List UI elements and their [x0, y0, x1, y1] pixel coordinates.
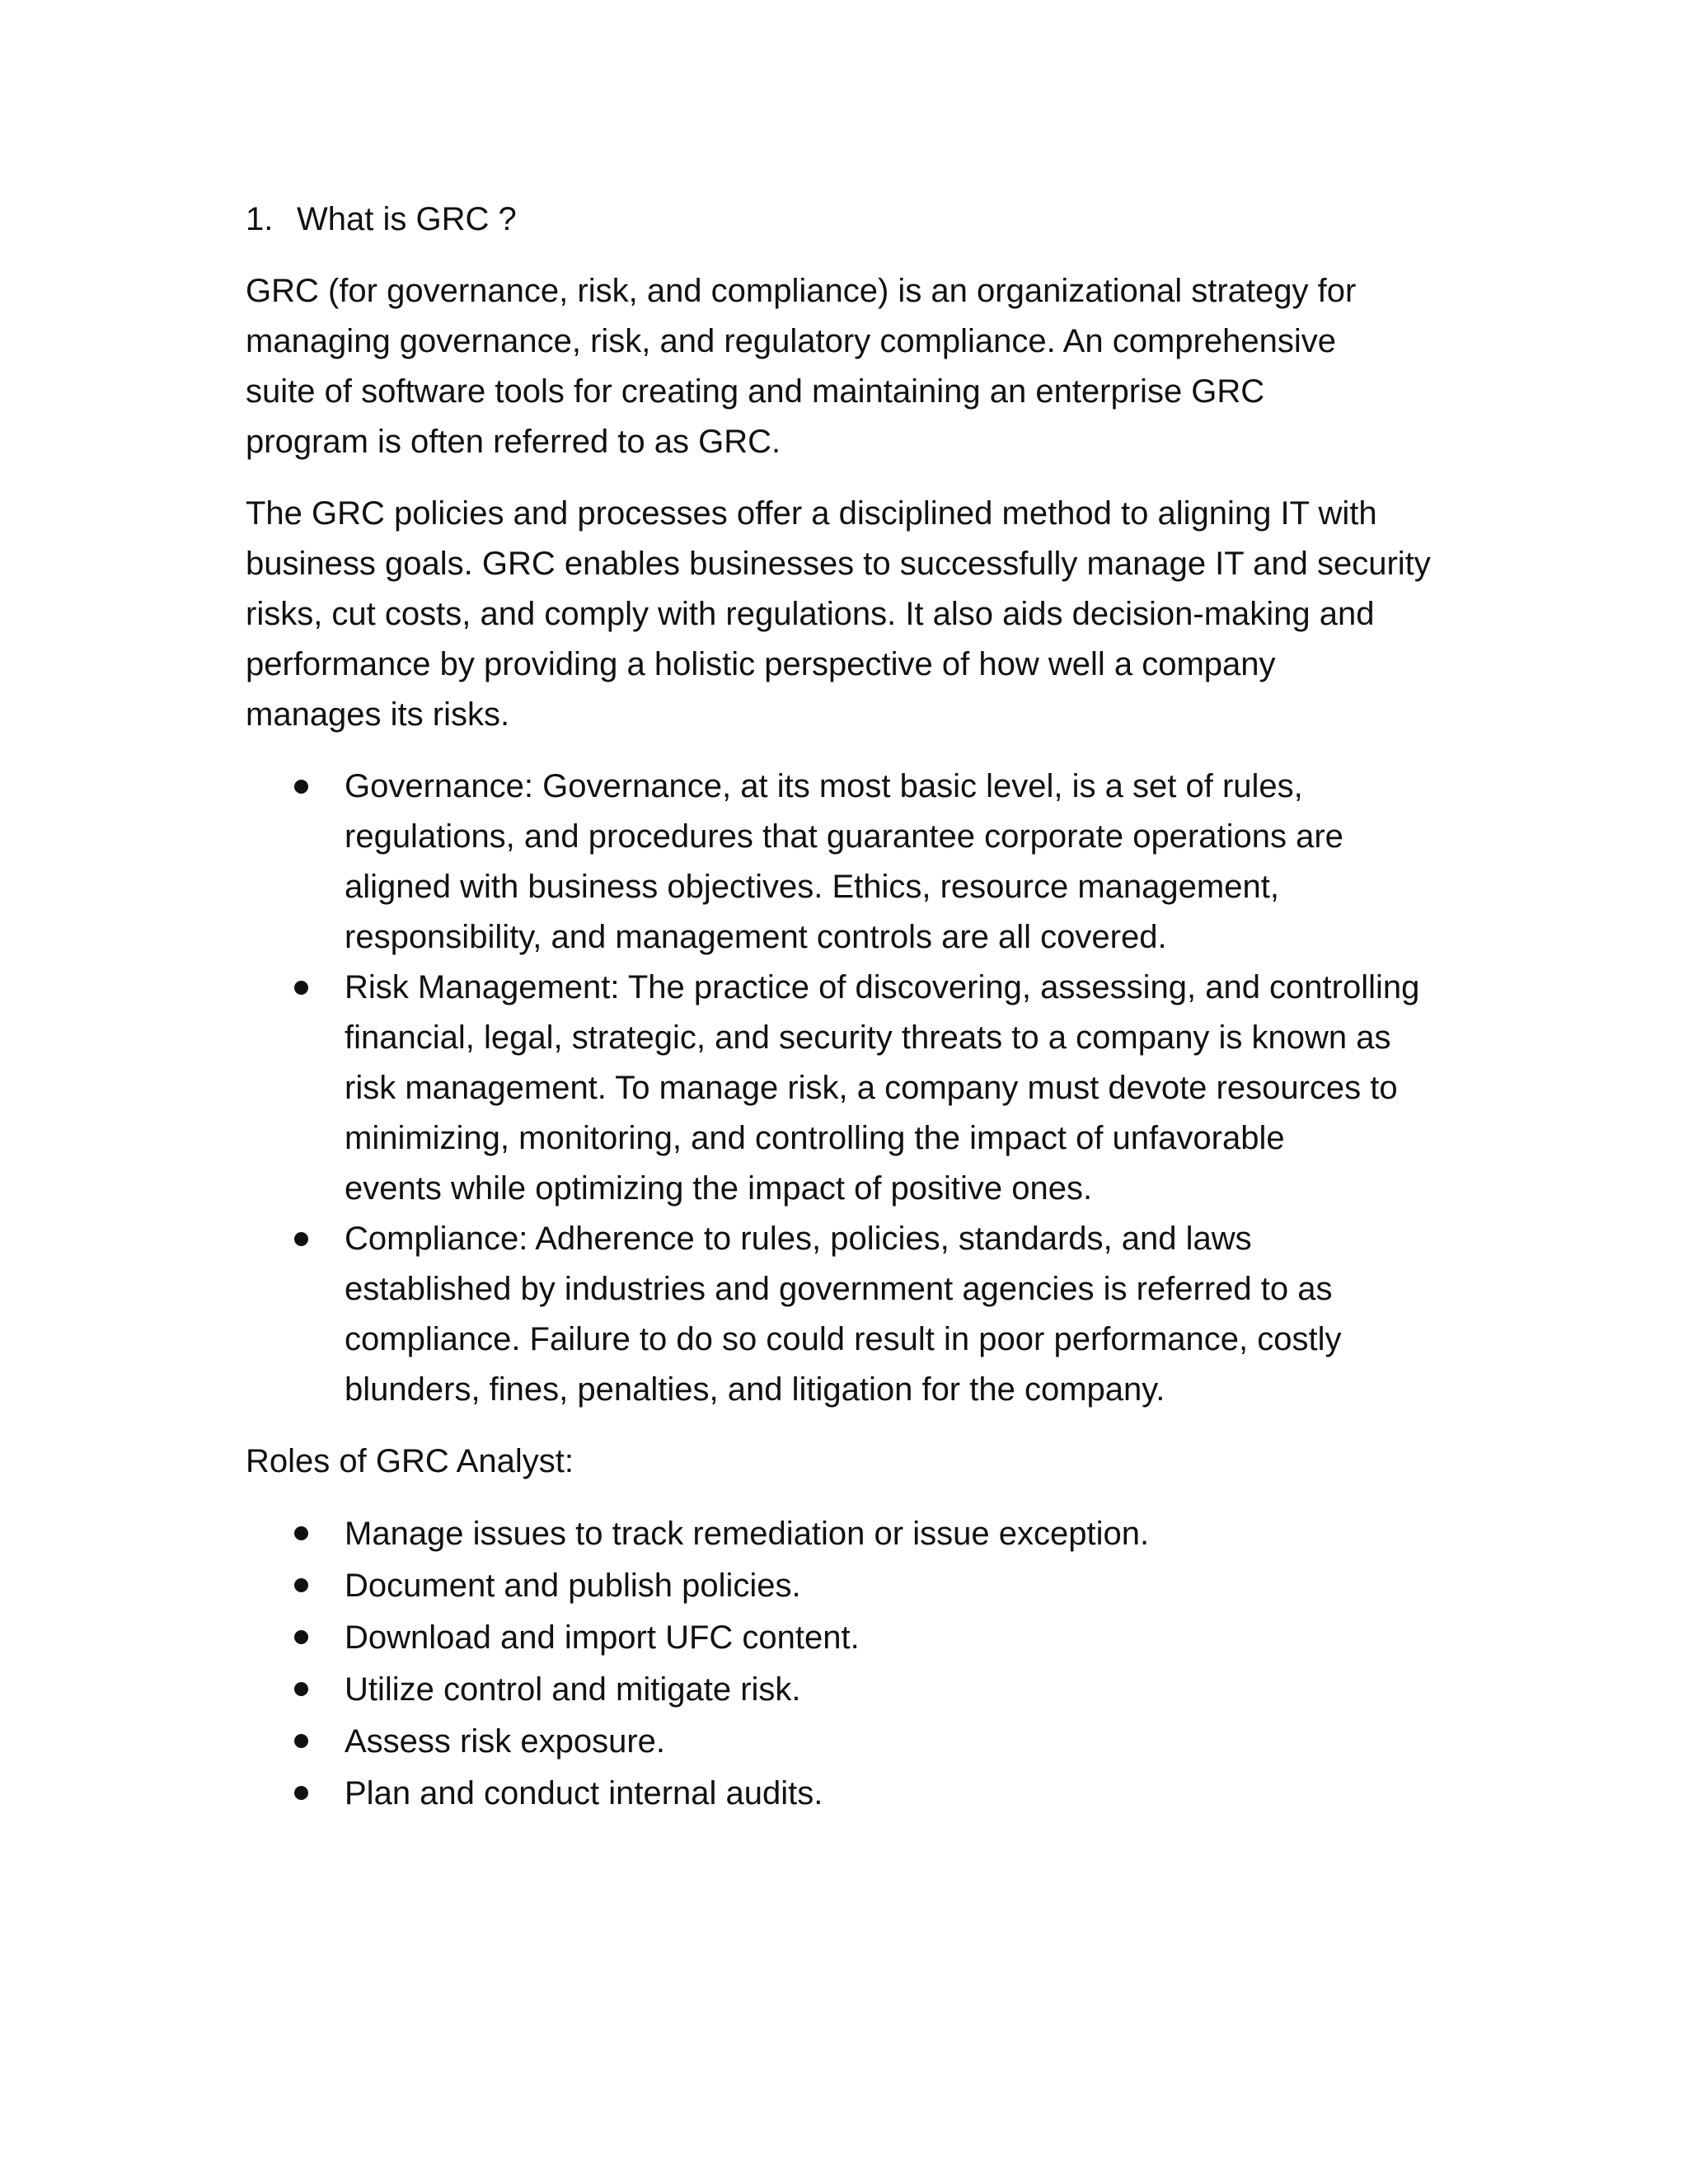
bullet-icon [246, 762, 345, 963]
list-item-text: Utilize control and mitigate risk. [345, 1671, 801, 1708]
bullet-icon [246, 1664, 345, 1716]
bullet-icon [246, 1508, 345, 1560]
bullet-icon [246, 1768, 345, 1820]
list-item [246, 1560, 1482, 1612]
list-item-text [345, 963, 1419, 1214]
list-item [246, 1612, 1482, 1664]
second-line: performance by providing a holistic perspective of how well a company [246, 646, 1276, 682]
text-line: Compliance: Adherence to rules, policies, standards, and laws [345, 1221, 1252, 1257]
list-item-text: Manage issues to track remediation or issue exception. [345, 1516, 1150, 1552]
bullet-icon [246, 1716, 345, 1768]
bullet-icon [246, 1214, 345, 1415]
list-item-governance [246, 762, 1482, 963]
roles-heading: Roles of GRC Analyst: [246, 1443, 574, 1479]
roles-list [246, 1508, 1482, 1820]
bullet-icon [246, 1560, 345, 1612]
grc-pillars-list [246, 762, 1482, 1415]
heading-number: 1. [246, 201, 274, 237]
text-line: blunders, fines, penalties, and litigation for the company. [345, 1371, 1165, 1408]
intro-line: GRC (for governance, risk, and compliance) is an organizational strategy for [246, 273, 1357, 309]
text-line: aligned with business objectives. Ethics, resource management, [345, 869, 1279, 905]
list-item-text: Download and import UFC content. [345, 1619, 860, 1656]
list-item-text: Assess risk exposure. [345, 1723, 666, 1760]
text-line: Risk Management: The practice of discovering, assessing, and controlling [345, 969, 1420, 1005]
list-item [246, 1768, 1482, 1820]
list-item-risk-management [246, 963, 1482, 1214]
second-line: risks, cut costs, and comply with regulations. It also aids decision-making and [246, 596, 1375, 632]
document-page [246, 194, 1482, 1841]
text-line: compliance. Failure to do so could result in poor performance, costly [345, 1321, 1342, 1357]
second-line: The GRC policies and processes offer a disciplined method to aligning IT with [246, 495, 1377, 532]
text-line: risk management. To manage risk, a company must devote resources to [345, 1070, 1398, 1106]
text-line: minimizing, monitoring, and controlling the impact of unfavorable [345, 1120, 1285, 1156]
list-item-text [345, 1214, 1341, 1415]
heading-text: What is GRC ? [297, 201, 517, 237]
text-line: regulations, and procedures that guarantee corporate operations are [345, 818, 1343, 855]
list-item [246, 1508, 1482, 1560]
intro-line: managing governance, risk, and regulatory compliance. An comprehensive [246, 323, 1336, 359]
list-item-text: Plan and conduct internal audits. [345, 1775, 823, 1811]
list-item-text: Document and publish policies. [345, 1568, 801, 1604]
second-line: manages its risks. [246, 696, 510, 733]
bullet-icon [246, 963, 345, 1214]
text-line: events while optimizing the impact of positive ones. [345, 1170, 1093, 1207]
list-item-text [345, 762, 1343, 963]
text-line: Governance: Governance, at its most basic level, is a set of rules, [345, 768, 1303, 804]
intro-line: program is often referred to as GRC. [246, 424, 781, 460]
list-item [246, 1716, 1482, 1768]
list-item [246, 1664, 1482, 1716]
list-item-compliance [246, 1214, 1482, 1415]
bullet-icon [246, 1612, 345, 1664]
intro-paragraph [246, 266, 1482, 467]
second-line: business goals. GRC enables businesses to successfully manage IT and security [246, 546, 1431, 582]
intro-line: suite of software tools for creating and maintaining an enterprise GRC [246, 373, 1265, 410]
second-paragraph [246, 489, 1482, 740]
text-line: established by industries and government agencies is referred to as [345, 1271, 1333, 1307]
text-line: financial, legal, strategic, and security threats to a company is known as [345, 1019, 1391, 1056]
text-line: responsibility, and management controls are all covered. [345, 919, 1167, 955]
section-heading [246, 194, 1482, 245]
